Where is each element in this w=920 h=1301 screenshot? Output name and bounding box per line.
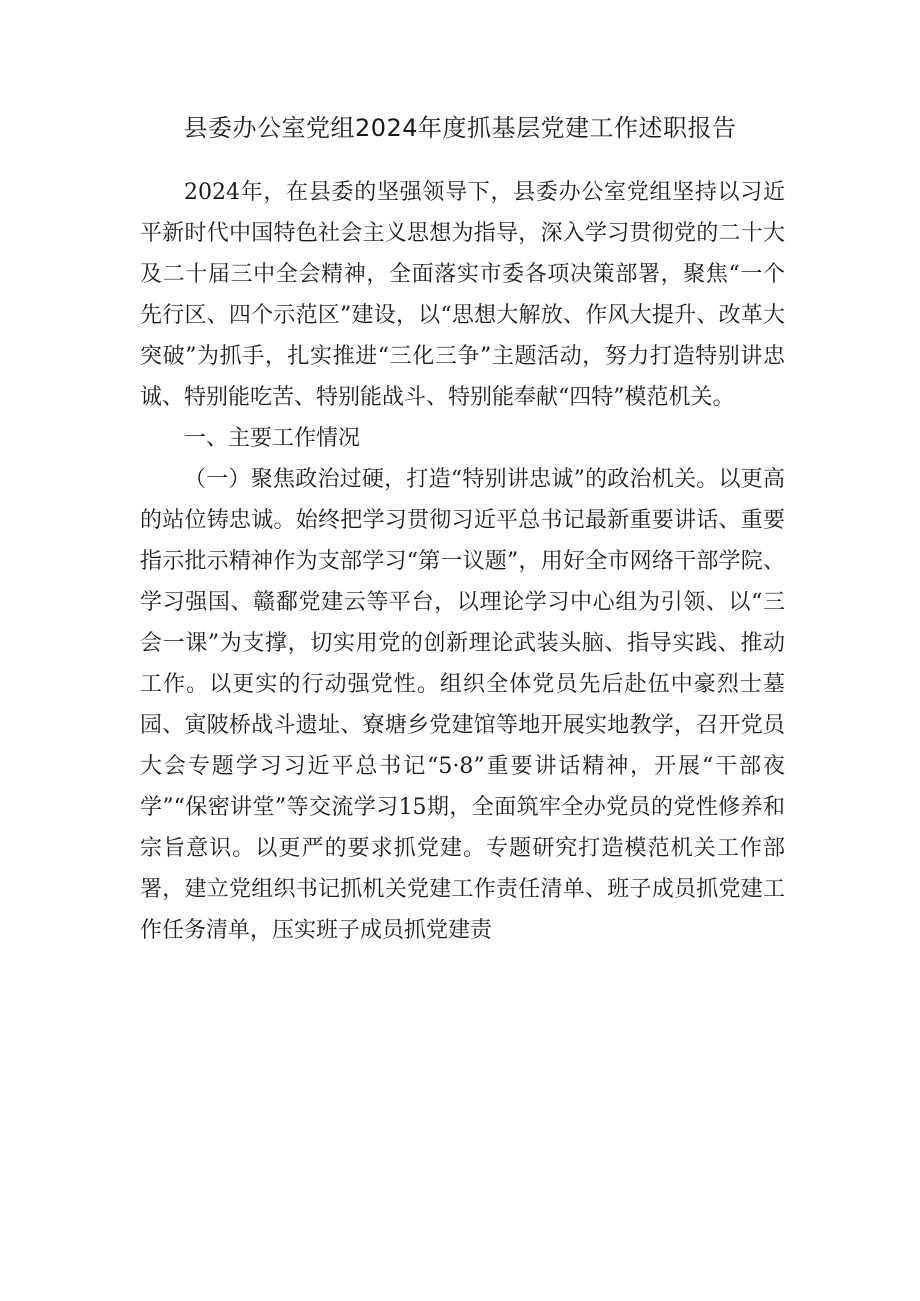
section-paragraph: （一）聚焦政治过硬，打造“特别讲忠诚”的政治机关。以更高的站位铸忠诚。始终把学习贯彻习近平总书记最新重要讲话、重要指示批示精神作为支部学习“第一议题”，用好全市网络干部学院、学习强国、赣鄱党建云等平台，以理论学习中心组为引领、以“三会一课”为支撑，切实用党的创新理论武装头脑、指导实践、推动工作。以更实的行动强党性。组织全体党员先后赴伍中豪烈士墓园、寅陂桥战斗遗址、寮塘乡党建馆等地开展实地教学，召开党员大会专题学习习近平总书记“5·8”重要讲话精神，开展“干部夜学”“保密讲堂”等交流学习15期，全面筑牢全办党员的党性修养和宗旨意识。以更严的要求抓党建。专题研究打造模范机关工作部署，建立党组织书记抓机关党建工作责任清单、班子成员抓党建工作任务清单，压实班子成员抓党建责 <box>140 467 785 943</box>
document-title: 县委办公室党组2024年度抓基层党建工作述职报告 <box>183 114 737 142</box>
section-heading: 一、主要工作情况 <box>184 426 361 451</box>
intro-paragraph: 2024年，在县委的坚强领导下，县委办公室党组坚持以习近平新时代中国特色社会主义思想为指导，深入学习贯彻党的二十大及二十届三中全会精神，全面落实市委各项决策部署，聚焦“一个先行区、四个示范区”建设，以“思想大解放、作风大提升、改革大突破”为抓手，扎实推进“三化三争”主题活动，努力打造特别讲忠诚、特别能吃苦、特别能战斗、特别能奉献“四特”模范机关。 <box>140 180 785 410</box>
document-body <box>140 172 785 951</box>
